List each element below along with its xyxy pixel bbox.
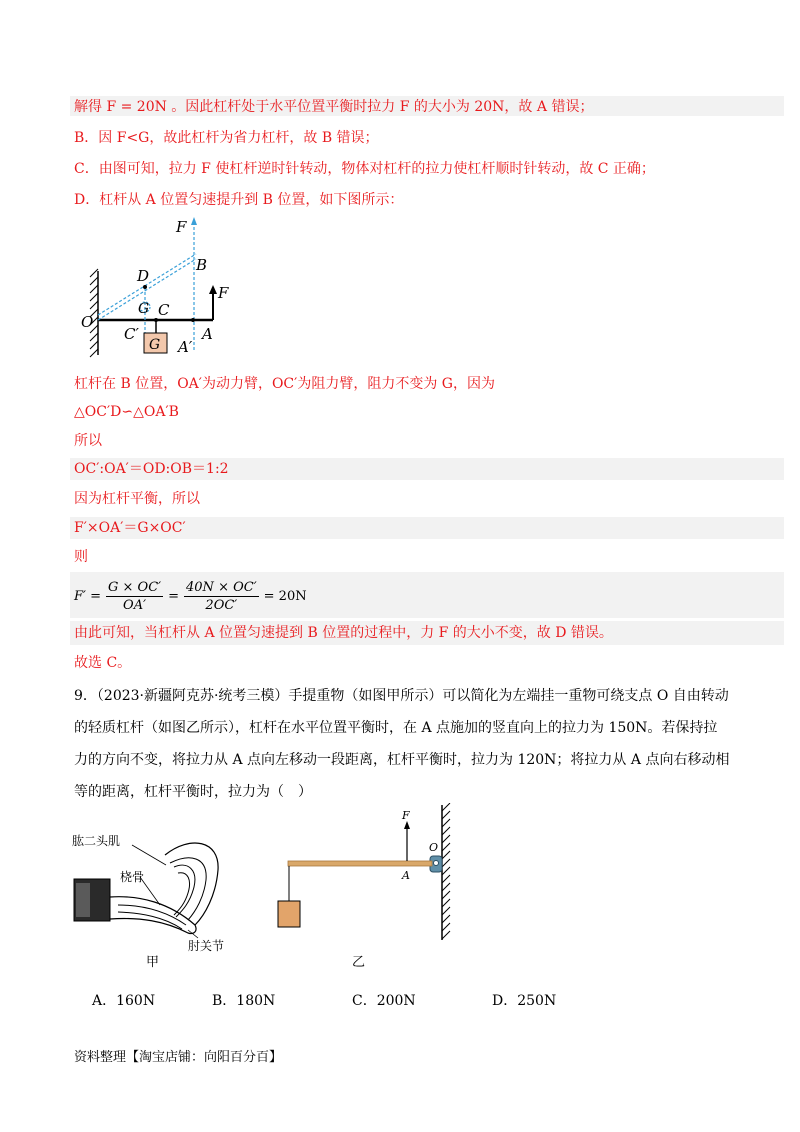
label-O: O	[429, 841, 439, 854]
question-line-4: 等的距离，杠杆平衡时，拉力为（ ）	[74, 784, 312, 800]
formula-num-1: G × OC′	[108, 579, 162, 595]
formula-result: = 20N	[263, 588, 307, 604]
formula-num-2: 40N × OC′	[186, 579, 257, 595]
question-line-2: 的轻质杠杆（如图乙所示），杠杆在水平位置平衡时，在 A 点施加的竖直向上的拉力为 150N。若保持拉	[74, 720, 718, 736]
formula-den-1: OA′	[123, 597, 147, 613]
solution-line-d: D．杠杆从 A 位置匀速提升到 B 位置，如下图所示：	[74, 192, 404, 208]
option-a[interactable]: A．160N	[92, 993, 156, 1009]
label-D: D	[137, 267, 150, 285]
solution-line-balance: 因为杠杆平衡，所以	[74, 491, 200, 507]
label-A: A	[202, 325, 213, 343]
lever-diagram-question	[270, 803, 470, 943]
solution-line-similar: △OC′D∽△OA′B	[74, 404, 179, 420]
question-line-1: 9．（2023·新疆阿克苏·统考三模）手提重物（如图甲所示）可以简化为左端挂一重物可绕支点 O 自由转动	[74, 688, 729, 704]
solution-line-b: B．因 F<G，故此杠杆为省力杠杆，故 B 错误；	[74, 130, 379, 146]
label-G-small: G	[138, 301, 150, 317]
label-A-prime: A′	[178, 338, 193, 356]
arm-sketch	[70, 825, 240, 965]
solution-line-arms: 杠杆在 B 位置，OA′为动力臂，OC′为阻力臂，阻力不变为 G，因为	[74, 376, 495, 392]
solution-line-so: 所以	[74, 433, 102, 449]
lever-diagram-solution	[80, 215, 232, 358]
caption-yi: 乙	[352, 955, 366, 970]
label-F: F	[402, 809, 410, 822]
footer-note: 资料整理【淘宝店铺：向阳百分百】	[74, 1050, 283, 1065]
solution-line-ratio: OC′:OA′＝OD:OB＝1:2	[74, 461, 229, 477]
label-A: A	[402, 869, 410, 882]
label-O: O	[81, 313, 94, 331]
label-F-right: F	[218, 284, 229, 302]
label-C-prime: C′	[124, 325, 139, 343]
label-elbow: 肘关节	[188, 939, 225, 953]
solution-line-equation: F′×OA′＝G×OC′	[74, 520, 186, 536]
solution-answer: 故选 C。	[74, 655, 132, 671]
option-d[interactable]: D．250N	[492, 993, 557, 1009]
label-F-top: F	[176, 218, 187, 236]
label-B: B	[196, 256, 208, 274]
formula: F′ = $\frac{G \times OC'}{OA'}$ = $\frac{40N \times OC'}{2OC'}$ = 20N	[74, 579, 307, 613]
label-G-box: G	[149, 337, 161, 353]
formula-den-2: 2OC′	[205, 597, 238, 613]
formula-lhs: F′ =	[74, 588, 101, 604]
solution-conclusion: 由此可知，当杠杆从 A 位置匀速提到 B 位置的过程中，力 F 的大小不变，故 D 错误。	[74, 625, 613, 641]
option-c[interactable]: C．200N	[352, 993, 416, 1009]
caption-jia: 甲	[146, 955, 160, 970]
label-biceps: 肱二头肌	[72, 834, 121, 848]
label-C: C	[158, 301, 170, 319]
option-b[interactable]: B．180N	[212, 993, 276, 1009]
label-radius: 桡骨	[120, 870, 145, 884]
solution-line-then: 则	[74, 549, 88, 565]
solution-line-1: 解得 F = 20N 。因此杠杆处于水平位置平衡时拉力 F 的大小为 20N，故 A 错误；	[74, 99, 594, 115]
question-line-3: 力的方向不变，将拉力从 A 点向左移动一段距离，杠杆平衡时，拉力为 120N；将拉力从 A 点向右移动相	[74, 752, 730, 768]
solution-line-c: C．由图可知，拉力 F 使杠杆逆时针转动，物体对杠杆的拉力使杠杆顺时针转动，故 C 正确；	[74, 161, 655, 177]
